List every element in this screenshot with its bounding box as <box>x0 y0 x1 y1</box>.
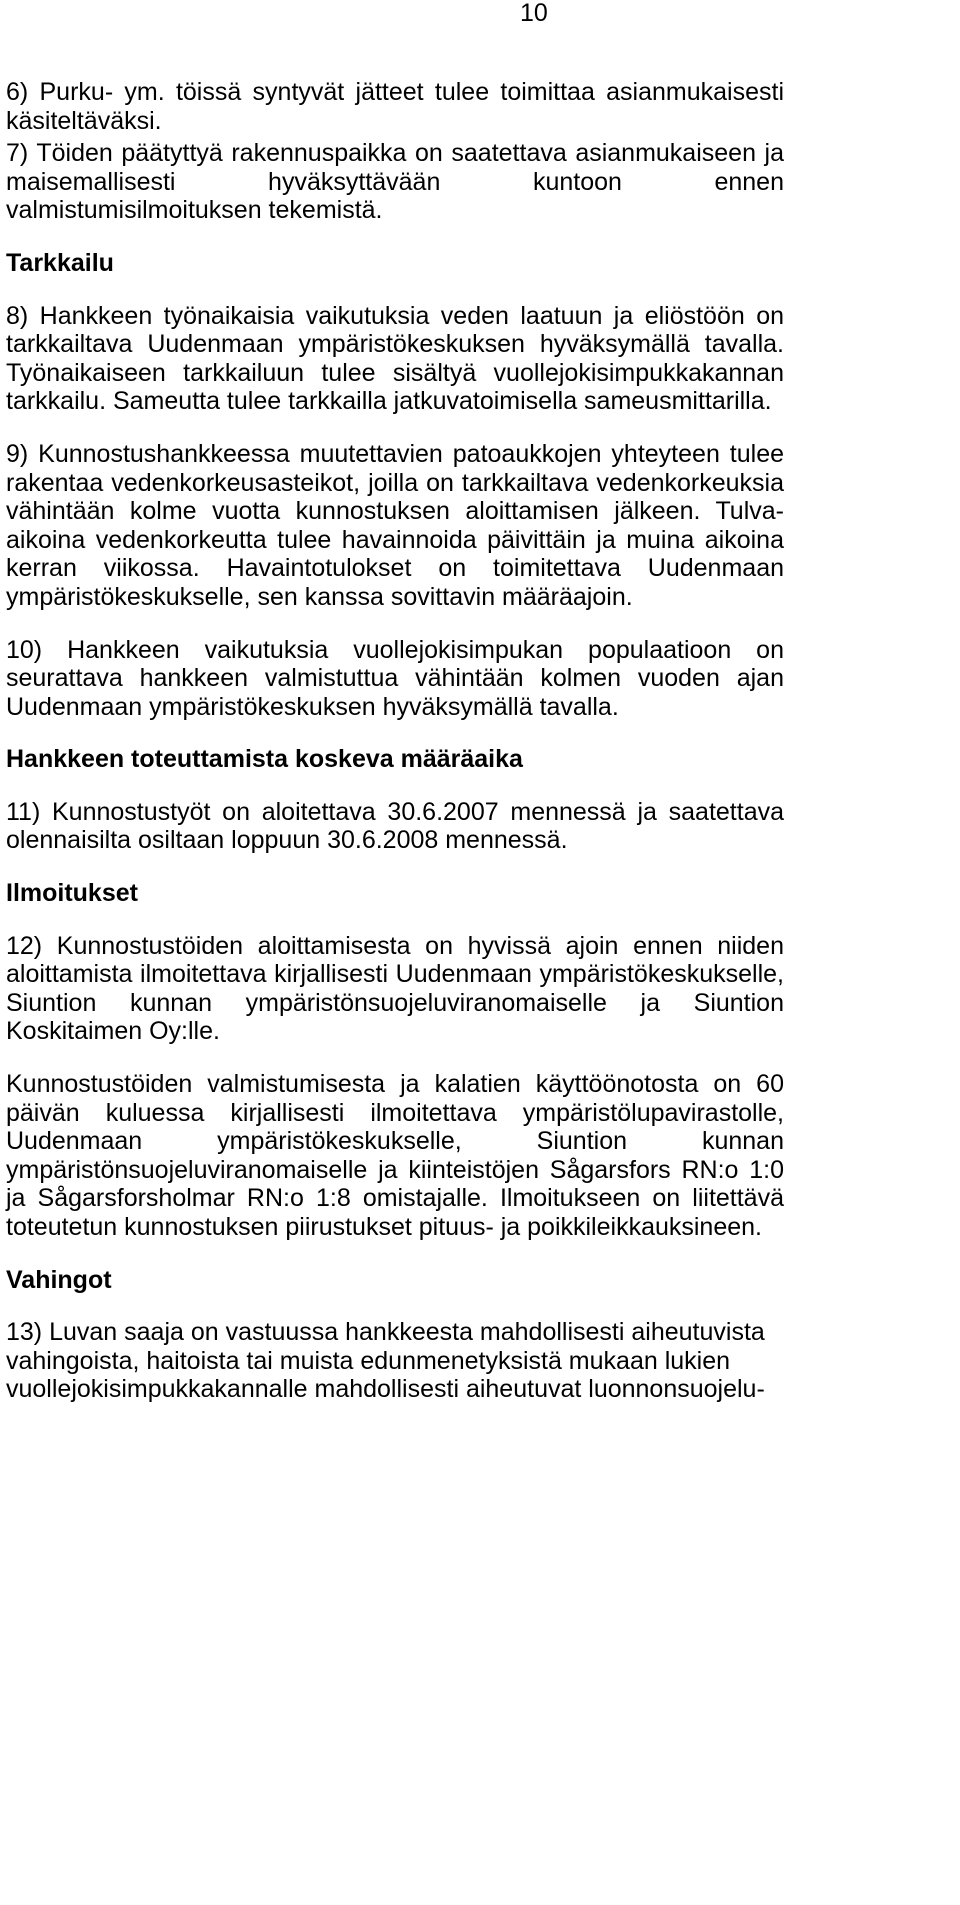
paragraph-12-continued: Kunnostustöiden valmistumisesta ja kalatien käyttöönotosta on 60 päivän kuluessa kirjallisesti ilmoitettava ympäristölupavirastolle, Uudenmaan ympäristökeskukselle, Siuntion kunnan ympäristönsuojeluviranomaiselle ja kiinteistöjen Sågarsfors RN:o 1:0 ja Sågarsforsholmar RN:o 1:8 omistajalle. Ilmoitukseen on liitettävä toteutetun kunnostuksen piirustukset pituus- ja poikkileikkauksineen. <box>6 1070 784 1241</box>
heading-vahingot: Vahingot <box>6 1265 112 1294</box>
paragraph-9: 9) Kunnostushankkeessa muutettavien patoaukkojen yhteyteen tulee rakentaa vedenkorkeusasteikot, joilla on tarkkailtava vedenkorkeuksia vähintään kolme vuotta kunnostuksen aloittamisen jälkeen. Tulva-aikoina vedenkorkeutta tulee havainnoida päivittäin ja muina aikoina kerran viikossa. Havaintotulokset on toimitettava Uudenmaan ympäristökeskukselle, sen kanssa sovittavin määräajoin. <box>6 439 784 611</box>
heading-ilmoitukset: Ilmoitukset <box>6 879 138 908</box>
paragraph-6: 6) Purku- ym. töissä syntyvät jätteet tulee toimittaa asianmukaisesti käsiteltäväksi. <box>6 78 784 135</box>
heading-maaraaika: Hankkeen toteuttamista koskeva määräaika <box>6 745 523 774</box>
paragraph-7: 7) Töiden päätyttyä rakennuspaikka on saatettava asianmukaiseen ja maisemallisesti hyväksyttävään kuntoon ennen valmistumisilmoituksen tekemistä. <box>6 139 784 225</box>
paragraph-11: 11) Kunnostustyöt on aloitettava 30.6.2007 mennessä ja saatettava olennaisilta osiltaan loppuun 30.6.2008 mennessä. <box>6 797 784 855</box>
heading-tarkkailu: Tarkkailu <box>6 248 114 277</box>
paragraph-8: 8) Hankkeen työnaikaisia vaikutuksia veden laatuun ja eliöstöön on tarkkailtava Uudenmaan ympäristökeskuksen hyväksymällä tavalla. Työnaikaiseen tarkkailuun tulee sisältyä vuollejokisimpukkakannan tarkkailu. Sameutta tulee tarkkailla jatkuvatoimisella sameusmittarilla. <box>6 301 784 416</box>
paragraph-13: 13) Luvan saaja on vastuussa hankkeesta mahdollisesti aiheutuvista vahingoista, haitoista tai muista edunmenetyksistä mukaan lukien vuollejokisimpukkakannalle mahdollisesti aiheutuvat luonnonsuojelu- <box>6 1318 765 1404</box>
page-number: 10 <box>520 0 548 27</box>
paragraph-12: 12) Kunnostustöiden aloittamisesta on hyvissä ajoin ennen niiden aloittamista ilmoitettava kirjallisesti Uudenmaan ympäristökeskukselle, Siuntion kunnan ympäristönsuojeluviranomaiselle ja Siuntion Koskitaimen Oy:lle. <box>6 931 784 1046</box>
paragraph-10: 10) Hankkeen vaikutuksia vuollejokisimpukan populaatioon on seurattava hankkeen valmistuttua vähintään kolmen vuoden ajan Uudenmaan ympäristökeskuksen hyväksymällä tavalla. <box>6 635 784 721</box>
document-body <box>6 78 784 1428</box>
